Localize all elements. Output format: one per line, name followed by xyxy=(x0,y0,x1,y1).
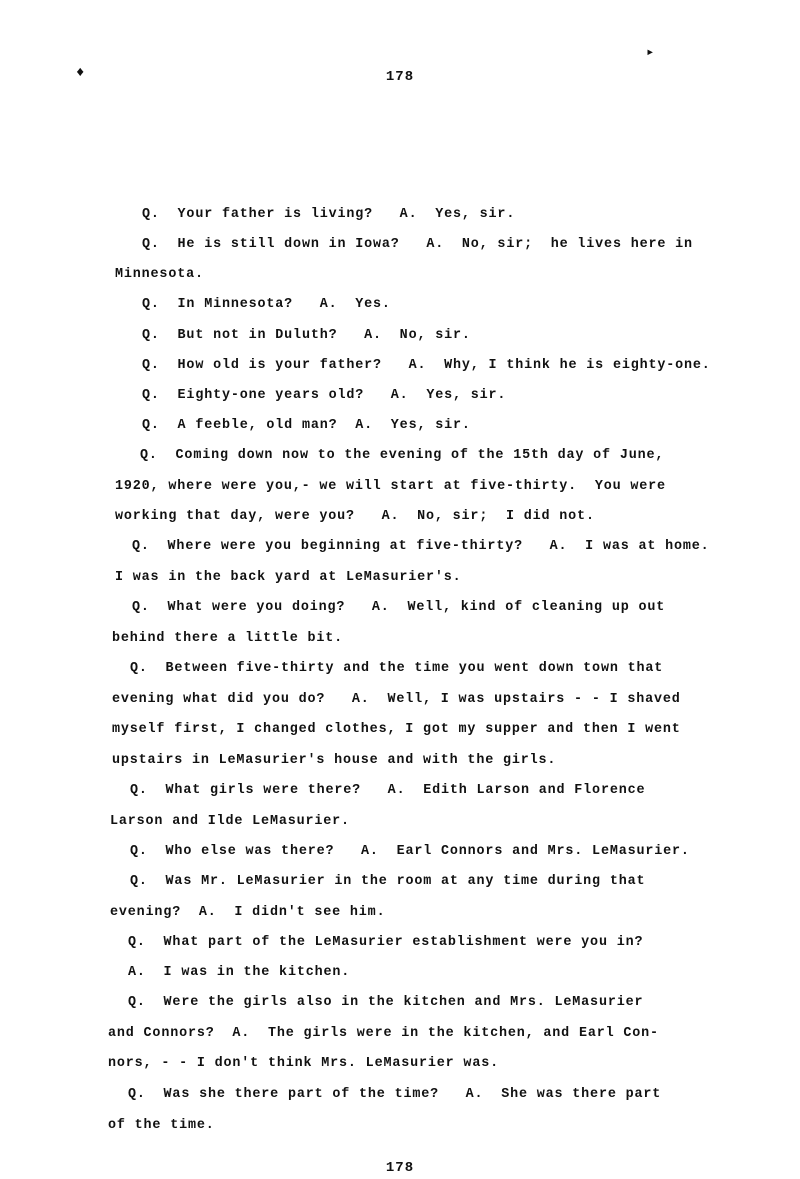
transcript-line: Larson and Ilde LeMasurier. xyxy=(110,814,350,829)
transcript-line: behind there a little bit. xyxy=(112,631,344,646)
transcript-line: Q. Your father is living? A. Yes, sir. xyxy=(142,207,516,222)
transcript-line: and Connors? A. The girls were in the kitchen, and Earl Con- xyxy=(108,1026,659,1041)
transcript-line: Q. In Minnesota? A. Yes. xyxy=(142,297,391,312)
transcript-line: A. I was in the kitchen. xyxy=(128,965,351,980)
transcript-line: myself first, I changed clothes, I got my supper and then I went xyxy=(112,722,681,737)
transcript-line: Q. A feeble, old man? A. Yes, sir. xyxy=(142,418,471,433)
transcript-line: Q. What were you doing? A. Well, kind of cleaning up out xyxy=(132,600,666,615)
transcript-line: Q. Was she there part of the time? A. She was there part xyxy=(128,1087,662,1102)
transcript-line: 1920, where were you,- we will start at five-thirty. You were xyxy=(115,479,666,494)
transcript-line: Q. How old is your father? A. Why, I think he is eighty-one. xyxy=(142,358,711,373)
transcript-line: Q. What part of the LeMasurier establishment were you in? xyxy=(128,935,644,950)
left-margin-mark-icon: ♦ xyxy=(76,65,85,81)
transcript-line: I was in the back yard at LeMasurier's. xyxy=(115,570,462,585)
transcript-line: Minnesota. xyxy=(115,267,204,282)
transcript-line: upstairs in LeMasurier's house and with the girls. xyxy=(112,753,557,768)
transcript-line: working that day, were you? A. No, sir; I did not. xyxy=(115,509,595,524)
transcript-line: of the time. xyxy=(108,1118,215,1133)
page-number-top: 178 xyxy=(385,69,415,85)
right-margin-mark-icon: ▸ xyxy=(646,45,655,61)
transcript-line: evening what did you do? A. Well, I was upstairs - - I shaved xyxy=(112,692,681,707)
transcript-line: Q. Were the girls also in the kitchen and Mrs. LeMasurier xyxy=(128,995,644,1010)
transcript-line: Q. Coming down now to the evening of the 15th day of June, xyxy=(140,448,665,463)
transcript-line: Q. Where were you beginning at five-thirty? A. I was at home. xyxy=(132,539,710,554)
transcript-line: Q. But not in Duluth? A. No, sir. xyxy=(142,328,471,343)
transcript-line: Q. Who else was there? A. Earl Connors and Mrs. LeMasurier. xyxy=(130,844,690,859)
transcript-line: Q. Eighty-one years old? A. Yes, sir. xyxy=(142,388,507,403)
transcript-line: Q. Was Mr. LeMasurier in the room at any time during that xyxy=(130,874,646,889)
transcript-line: Q. Between five-thirty and the time you went down town that xyxy=(130,661,664,676)
transcript-line: evening? A. I didn't see him. xyxy=(110,905,386,920)
transcript-line: Q. He is still down in Iowa? A. No, sir; he lives here in xyxy=(142,237,693,252)
page-number-bottom: 178 xyxy=(385,1160,415,1176)
transcript-line: nors, - - I don't think Mrs. LeMasurier was. xyxy=(108,1056,499,1071)
transcript-line: Q. What girls were there? A. Edith Larson and Florence xyxy=(130,783,646,798)
